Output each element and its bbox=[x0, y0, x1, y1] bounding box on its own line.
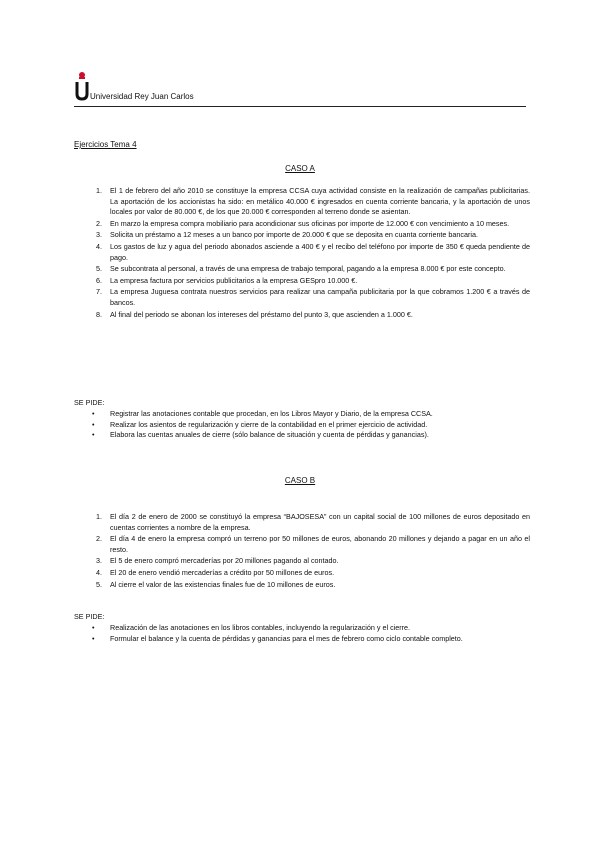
case-b-tasks bbox=[92, 623, 530, 644]
case-b-title: CASO B bbox=[284, 476, 316, 485]
case-b-list bbox=[96, 512, 530, 591]
page-header bbox=[74, 70, 526, 107]
list-item: 6. La empresa factura por servicios publicitarios a la empresa GESpro 10.000 €. bbox=[96, 275, 358, 285]
list-item: 8. Al final del periodo se abonan los intereses del préstamo del punto 3, que ascienden a 1.000 €. bbox=[96, 309, 413, 319]
case-b-se-pide: SE PIDE: bbox=[74, 612, 105, 621]
case-a-title: CASO A bbox=[285, 164, 315, 173]
bullet-icon: • bbox=[92, 409, 95, 418]
page-subtitle: Ejercicios Tema 4 bbox=[74, 140, 137, 149]
list-item: • Realización de las anotaciones en los libros contables, incluyendo la regularización y el cierre. bbox=[92, 623, 411, 632]
university-name: Universidad Rey Juan Carlos bbox=[90, 92, 194, 101]
list-item: 4. El 20 de enero vendió mercaderías a crédito por 50 millones de euros. bbox=[96, 567, 335, 577]
list-item: 3. El 5 de enero compró mercaderías por 20 millones pagando al contado. bbox=[96, 556, 339, 566]
list-item: 4. Los gastos de luz y agua del periodo abonados asciende a 400 € y el recibo del teléfono por importe de 350 € queda pendiente de pago. bbox=[96, 241, 530, 262]
list-item: 2. El día 4 de enero la empresa compró un terreno por 50 millones de euros, abonando 20 millones y dejando a pagar en un año el resto. bbox=[96, 534, 530, 554]
list-item: 1. El día 2 de enero de 2000 se constituyó la empresa “BAJOSESA” con un capital social de 100 millones de euros depositado en cuentas corrientes a nombre de la empresa. bbox=[96, 512, 530, 532]
bullet-icon: • bbox=[92, 623, 95, 632]
list-item: • Registrar las anotaciones contable que procedan, en los Libros Mayor y Diario, de la empresa CCSA. bbox=[92, 409, 433, 418]
list-item: 7. La empresa Juguesa contrata nuestros servicios para realizar una campaña publicitaria por la que cobramos 1.200 € a través de bancos. bbox=[96, 287, 530, 307]
list-item: 1. El 1 de febrero del año 2010 se constituye la empresa CCSA cuya actividad consiste en la realización de campañas publicitarias. La aportación de los accionistas ha sido: en metálico 40.000 € ingresados en cuenta corriente bancaria, y la aportación de unos locales por valor de 80.000 €, de los que 20.000 € corresponden al terreno donde se asientan. bbox=[96, 186, 530, 217]
university-logo bbox=[74, 70, 90, 102]
list-item: • Realizar los asientos de regularización y cierre de la contabilidad en el primer ejercicio de actividad. bbox=[92, 419, 428, 429]
bullet-icon: • bbox=[92, 430, 95, 440]
list-item: • Elabora las cuentas anuales de cierre (sólo balance de situación y cuenta de pérdidas y ganancias). bbox=[92, 430, 429, 440]
list-item: 5. Se subcontrata al personal, a través de una empresa de trabajo temporal, pagando a la empresa 8.000 € por este concepto. bbox=[96, 264, 506, 274]
bullet-icon: • bbox=[92, 633, 95, 643]
case-a-list bbox=[96, 186, 530, 321]
bullet-icon: • bbox=[92, 419, 95, 429]
list-item: 5. Al cierre el valor de las existencias finales fue de 10 millones de euros. bbox=[96, 579, 336, 589]
list-item: 3. Solicita un préstamo a 12 meses a un banco por importe de 20.000 € que se deposita en cuanta corriente bancaria. bbox=[96, 230, 478, 240]
list-item: • Formular el balance y la cuenta de pérdidas y ganancias para el mes de febrero como ciclo contable completo. bbox=[92, 633, 463, 643]
case-a-se-pide: SE PIDE: bbox=[74, 398, 105, 407]
list-item: 2. En marzo la empresa compra mobiliario para acondicionar sus oficinas por importe de 12.000 € con vencimiento a 10 meses. bbox=[96, 218, 510, 228]
case-a-tasks bbox=[92, 409, 530, 441]
